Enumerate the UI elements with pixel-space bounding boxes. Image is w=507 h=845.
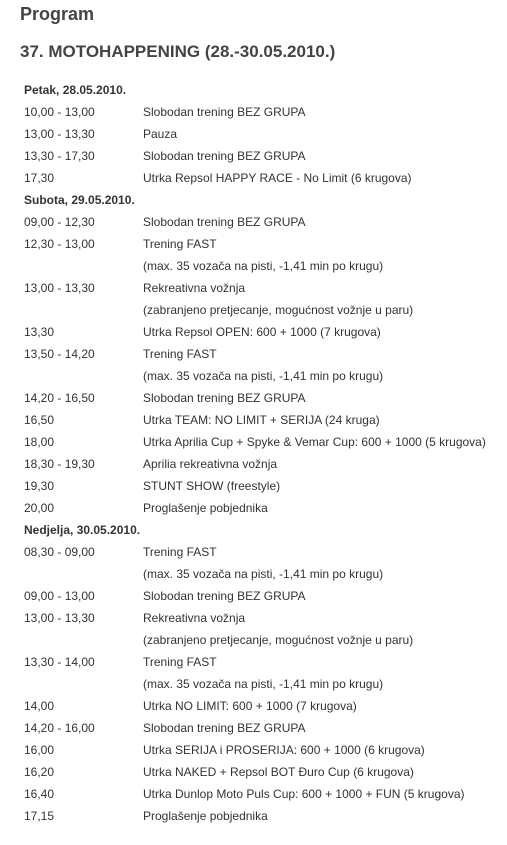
schedule-note-row (24, 563, 504, 585)
schedule-note-row (24, 255, 504, 277)
schedule-row (24, 123, 504, 145)
time-cell: 20,00 (24, 501, 55, 515)
activity-cell: Trening FAST (143, 545, 217, 559)
schedule-row (24, 101, 504, 123)
schedule-note-row (24, 299, 504, 321)
time-cell: 10,00 - 13,00 (24, 105, 95, 119)
activity-cell: Utrka Repsol HAPPY RACE - No Limit (6 krugova) (143, 171, 412, 185)
schedule-row (24, 211, 504, 233)
activity-cell: Proglašenje pobjednika (143, 501, 268, 515)
schedule-row (24, 541, 504, 563)
day-header: Nedjelja, 30.05.2010. (24, 523, 141, 537)
activity-cell: Rekreativna vožnja (143, 611, 246, 625)
time-cell: 13,30 - 14,00 (24, 655, 95, 669)
activity-note: (zabranjeno pretjecanje, mogućnost vožnje u paru) (143, 633, 414, 647)
activity-cell: Slobodan trening BEZ GRUPA (143, 721, 306, 735)
schedule-row (24, 145, 504, 167)
time-cell: 14,00 (24, 699, 55, 713)
activity-cell: Utrka Repsol OPEN: 600 + 1000 (7 krugova) (143, 325, 381, 339)
time-cell: 16,40 (24, 787, 55, 801)
schedule-row (24, 277, 504, 299)
schedule-row (24, 321, 504, 343)
schedule-row (24, 607, 504, 629)
activity-cell: Utrka NAKED + Repsol BOT Đuro Cup (6 krugova) (143, 765, 414, 779)
schedule-row (24, 761, 504, 783)
activity-cell: Pauza (143, 127, 178, 141)
schedule-row (24, 167, 504, 189)
schedule-row (24, 387, 504, 409)
schedule-row (24, 739, 504, 761)
time-cell: 17,15 (24, 809, 55, 823)
activity-cell: Rekreativna vožnja (143, 281, 246, 295)
time-cell: 08,30 - 09,00 (24, 545, 95, 559)
schedule-row (24, 585, 504, 607)
activity-note: (max. 35 vozača na pisti, -1,41 min po krugu) (143, 567, 384, 581)
activity-cell: Slobodan trening BEZ GRUPA (143, 391, 306, 405)
schedule-note-row (24, 629, 504, 651)
activity-note: (max. 35 vozača na pisti, -1,41 min po krugu) (143, 259, 384, 273)
time-cell: 13,50 - 14,20 (24, 347, 95, 361)
time-cell: 18,30 - 19,30 (24, 457, 95, 471)
activity-cell: Slobodan trening BEZ GRUPA (143, 149, 306, 163)
time-cell: 19,30 (24, 479, 55, 493)
time-cell: 18,00 (24, 435, 55, 449)
time-cell: 13,00 - 13,30 (24, 127, 95, 141)
schedule-row (24, 783, 504, 805)
activity-cell: Utrka Dunlop Moto Puls Cup: 600 + 1000 + FUN (5 krugova) (143, 787, 465, 801)
time-cell: 14,20 - 16,00 (24, 721, 95, 735)
activity-cell: Trening FAST (143, 347, 217, 361)
schedule-table (24, 79, 504, 827)
activity-cell: Utrka Aprilia Cup + Spyke & Vemar Cup: 600 + 1000 (5 krugova) (143, 435, 486, 449)
time-cell: 14,20 - 16,50 (24, 391, 95, 405)
time-cell: 13,30 (24, 325, 55, 339)
time-cell: 17,30 (24, 171, 55, 185)
day-header: Petak, 28.05.2010. (24, 83, 127, 97)
time-cell: 13,30 - 17,30 (24, 149, 95, 163)
time-cell: 09,00 - 13,00 (24, 589, 95, 603)
activity-cell: Utrka TEAM: NO LIMIT + SERIJA (24 kruga) (143, 413, 380, 427)
schedule-row (24, 233, 504, 255)
schedule-row (24, 651, 504, 673)
time-cell: 16,50 (24, 413, 55, 427)
schedule-row (24, 453, 504, 475)
event-title: 37. MOTOHAPPENING (28.-30.05.2010.) (20, 42, 336, 61)
activity-cell: Trening FAST (143, 237, 217, 251)
activity-note: (zabranjeno pretjecanje, mogućnost vožnje u paru) (143, 303, 414, 317)
page-heading: Program (20, 4, 95, 24)
activity-cell: Proglašenje pobjednika (143, 809, 268, 823)
time-cell: 13,00 - 13,30 (24, 611, 95, 625)
schedule-row (24, 343, 504, 365)
activity-cell: STUNT SHOW (freestyle) (143, 479, 281, 493)
schedule-row (24, 695, 504, 717)
schedule-note-row (24, 365, 504, 387)
schedule-row (24, 431, 504, 453)
activity-cell: Trening FAST (143, 655, 217, 669)
time-cell: 16,20 (24, 765, 55, 779)
activity-note: (max. 35 vozača na pisti, -1,41 min po krugu) (143, 369, 384, 383)
schedule-row (24, 497, 504, 519)
schedule-row (24, 409, 504, 431)
activity-cell: Slobodan trening BEZ GRUPA (143, 589, 306, 603)
schedule-row (24, 805, 504, 827)
activity-cell: Utrka SERIJA i PROSERIJA: 600 + 1000 (6 krugova) (143, 743, 425, 757)
activity-cell: Slobodan trening BEZ GRUPA (143, 105, 306, 119)
time-cell: 16,00 (24, 743, 55, 757)
activity-note: (max. 35 vozača na pisti, -1,41 min po krugu) (143, 677, 384, 691)
activity-cell: Aprilia rekreativna vožnja (143, 457, 278, 471)
activity-cell: Slobodan trening BEZ GRUPA (143, 215, 306, 229)
schedule-row (24, 717, 504, 739)
time-cell: 13,00 - 13,30 (24, 281, 95, 295)
time-cell: 09,00 - 12,30 (24, 215, 95, 229)
time-cell: 12,30 - 13,00 (24, 237, 95, 251)
activity-cell: Utrka NO LIMIT: 600 + 1000 (7 krugova) (143, 699, 357, 713)
day-header: Subota, 29.05.2010. (24, 193, 135, 207)
schedule-note-row (24, 673, 504, 695)
schedule-row (24, 475, 504, 497)
